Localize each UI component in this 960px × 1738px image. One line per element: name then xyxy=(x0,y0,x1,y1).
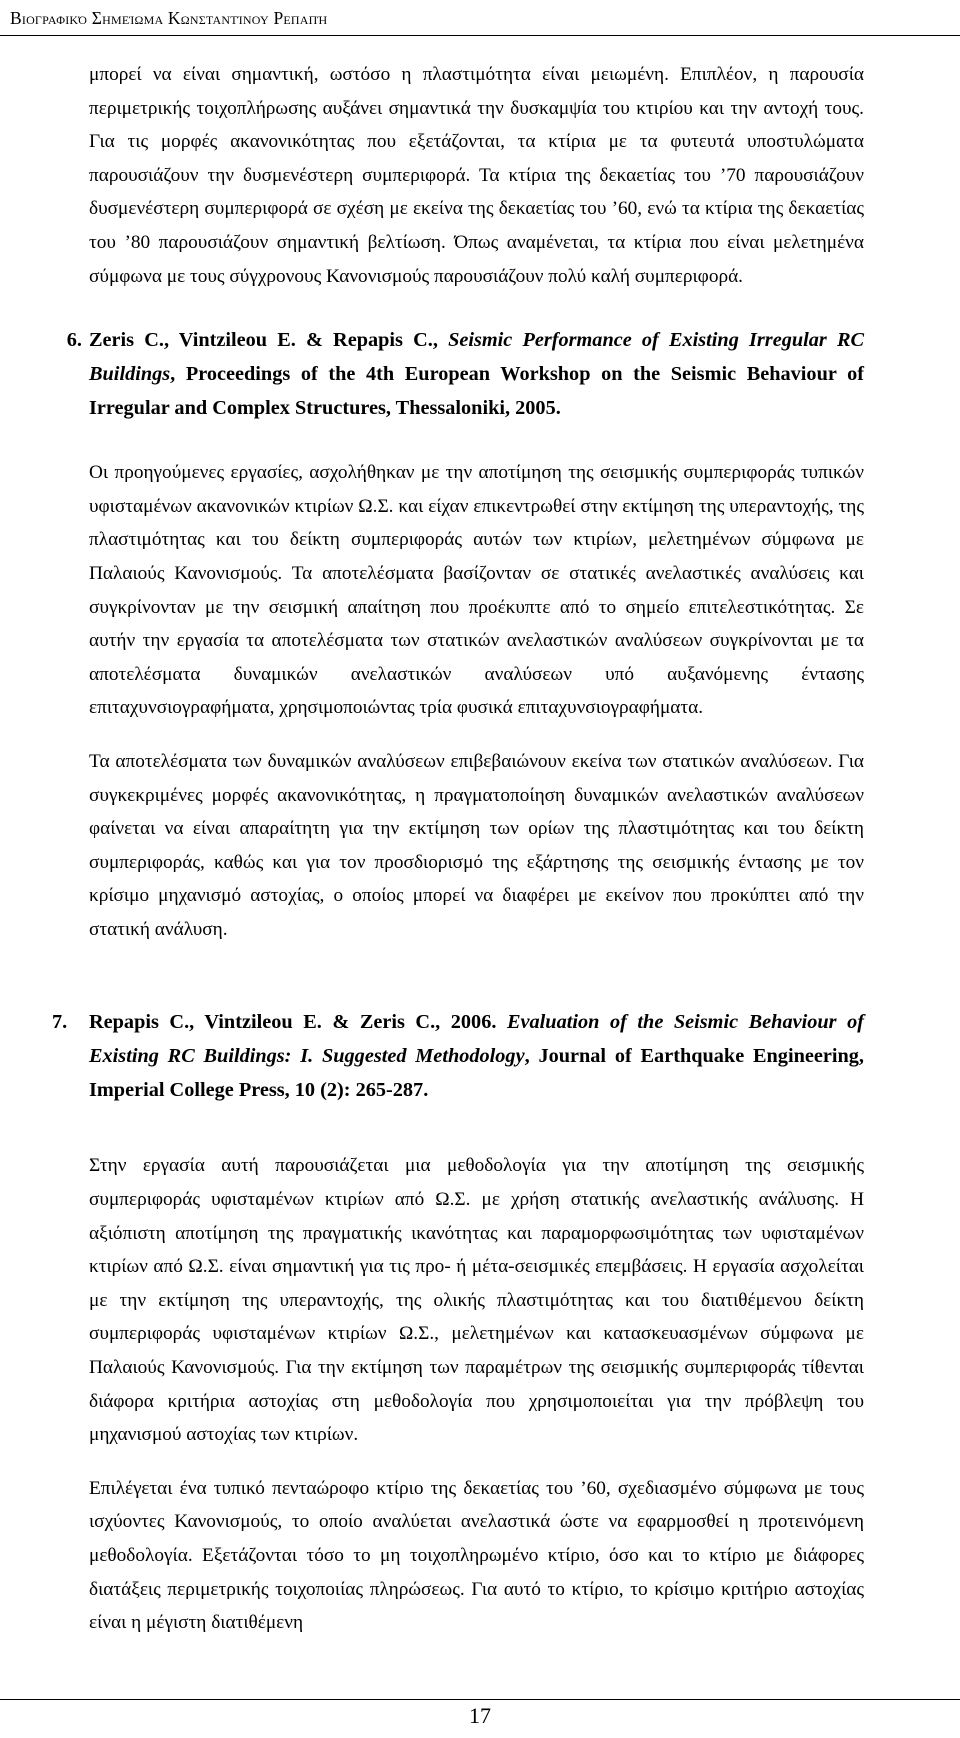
page-content xyxy=(52,58,865,1640)
reference-summary-paragraph: Στην εργασία αυτή παρουσιάζεται μια μεθοδολογία για την αποτίμηση της σεισμικής συμπεριφοράς υφισταμένων κτιρίων από Ω.Σ. με χρήση στατικής ανελαστικής ανάλυσης. Η αξιόπιστη αποτίμηση της πραγματικής ικανότητας και παραμορφωσιμότητας των υφισταμένων κτιρίων από Ω.Σ. είναι σημαντική για τις προ- ή μέτα-σεισμικές επεμβάσεις. Η εργασία ασχολείται με την εκτίμηση της υπεραντοχής, της ολικής πλαστιμότητας και του διατιθέμενου δείκτη συμπεριφοράς υφισταμένων κτιρίων Ω.Σ., μελετημένων και κατασκευασμένων σύμφωνα με Παλαιούς Κανονισμούς. Για την εκτίμηση των παραμέτρων της σεισμικής συμπεριφοράς τίθενται διάφορα κριτήρια αστοχίας στη μεθοδολογία που χρησιμοποιείται για την πρόβλεψη του μηχανισμού αστοχίας των κτιρίων. xyxy=(89,1155,864,1446)
reference-citation xyxy=(89,1005,864,1107)
reference-venue: , Proceedings of the 4th European Workshop on the Seismic Behaviour of Irregular and Complex Structures, Thessaloniki, 2005. xyxy=(89,363,864,420)
reference-authors: Zeris C., Vintzileou E. & Repapis C. xyxy=(89,329,433,352)
spacer xyxy=(89,946,864,1005)
reference-entry xyxy=(66,323,865,425)
spacer xyxy=(89,725,864,745)
header-rule xyxy=(0,35,960,36)
spacer xyxy=(89,293,864,323)
reference-separator: , xyxy=(432,329,449,352)
footer-rule xyxy=(0,1699,960,1700)
reference-title: Evaluation of the Seismic Behaviour of Existing RC Buildings: I. Suggested Methodology xyxy=(89,1011,865,1068)
page-number: 17 xyxy=(469,1703,491,1728)
page-header: Βιογραφικό Σημείωμα Κωνσταντίνου Ρεπαπή xyxy=(10,8,328,28)
reference-summary-paragraph: Τα αποτελέσματα των δυναμικών αναλύσεων επιβεβαιώνουν εκείνα των στατικών αναλύσεων. Για συγκεκριμένες μορφές ακανονικότητας, η πραγματοποίηση δυναμικών ανελαστικών αναλύσεων φαίνεται να είναι απαραίτητη για την εκτίμηση των ορίων της πλαστιμότητας και του δείκτη συμπεριφοράς, καθώς και για τον προσδιορισμό της εξάρτησης της σεισμικής έντασης με τον κρίσιμο μηχανισμό αστοχίας, ο οποίος μπορεί να διαφέρει με εκείνον που προκύπτει από την στατική ανάλυση. xyxy=(89,750,864,940)
reference-summary-paragraph: Οι προηγούμενες εργασίες, ασχολήθηκαν με την αποτίμηση της σεισμικής συμπεριφοράς τυπικών υφισταμένων ακανονικών κτιρίων Ω.Σ. και είχαν επικεντρωθεί στην εκτίμηση της υπεραντοχής, της πλαστιμότητας και του δείκτη συμπεριφοράς αυτών των κτιρίων, μελετημένων σύμφωνα με Παλαιούς Κανονισμούς. Τα αποτελέσματα βασίζονταν σε στατικές ανελαστικές αναλύσεις και συγκρίνονταν με την σεισμική απαίτηση που προέκυπτε από το σημείο επιτελεστικότητας. Σε αυτήν την εργασία τα αποτελέσματα των στατικών ανελαστικών αναλύσεων συγκρίνονται με τα αποτελέσματα δυναμικών ανελαστικών αναλύσεων υπό αυξανόμενης έντασης επιταχυνσιογραφήματα, χρησιμοποιώντας τρία φυσικά επιταχυνσιογραφήματα. xyxy=(89,462,864,719)
reference-number: 7. xyxy=(52,1011,68,1034)
spacer xyxy=(89,1107,864,1149)
reference-number: 6. xyxy=(66,329,82,352)
reference-entry xyxy=(52,1005,864,1107)
spacer xyxy=(89,1452,864,1472)
spacer xyxy=(89,425,864,456)
reference-title: Seismic Performance of Existing Irregular RC Buildings xyxy=(89,329,865,386)
reference-citation xyxy=(89,323,864,425)
reference-separator xyxy=(496,1011,507,1033)
reference-venue: , Journal of Earthquake Engineering, Imperial College Press, 10 (2): 265-287. xyxy=(89,1045,864,1102)
reference-authors: Repapis C., Vintzileou E. & Zeris C., 2006. xyxy=(89,1011,497,1034)
reference-summary-paragraph: Επιλέγεται ένα τυπικό πενταώροφο κτίριο της δεκαετίας του ’60, σχεδιασμένο σύμφωνα με τους ισχύοντες Κανονισμούς, το οποίο αναλύεται ανελαστικά ώστε να εφαρμοσθεί η προτεινόμενη μεθοδολογία. Εξετάζονται τόσο το μη τοιχοπληρωμένο κτίριο, όσο και το κτίριο με διάφορες διατάξεις περιμετρικής τοιχοποιίας πληρώσεως. Για αυτό το κτίριο, το κρίσιμο κριτήριο αστοχίας είναι η μέγιστη διατιθέμενη xyxy=(89,1477,864,1634)
continued-paragraph: μπορεί να είναι σημαντική, ωστόσο η πλαστιμότητα είναι μειωμένη. Επιπλέον, η παρουσία περιμετρικής τοιχοπλήρωσης αυξάνει σημαντικά την δυσκαμψία του κτιρίου και την αντοχή τους. Για τις μορφές ακανονικότητας που εξετάζονται, τα κτίρια με τα φυτευτά υποστυλώματα παρουσιάζουν την δυσμενέστερη συμπεριφορά. Τα κτίρια της δεκαετίας του ’70 παρουσιάζουν δυσμενέστερη συμπεριφορά σε σχέση με εκείνα της δεκαετίας του ’60, ενώ τα κτίρια της δεκαετίας του ’80 παρουσιάζουν σημαντική βελτίωση. Όπως αναμένεται, τα κτίρια που είναι μελετημένα σύμφωνα με τους σύγχρονους Κανονισμούς παρουσιάζουν πολύ καλή συμπεριφορά. xyxy=(89,64,864,287)
